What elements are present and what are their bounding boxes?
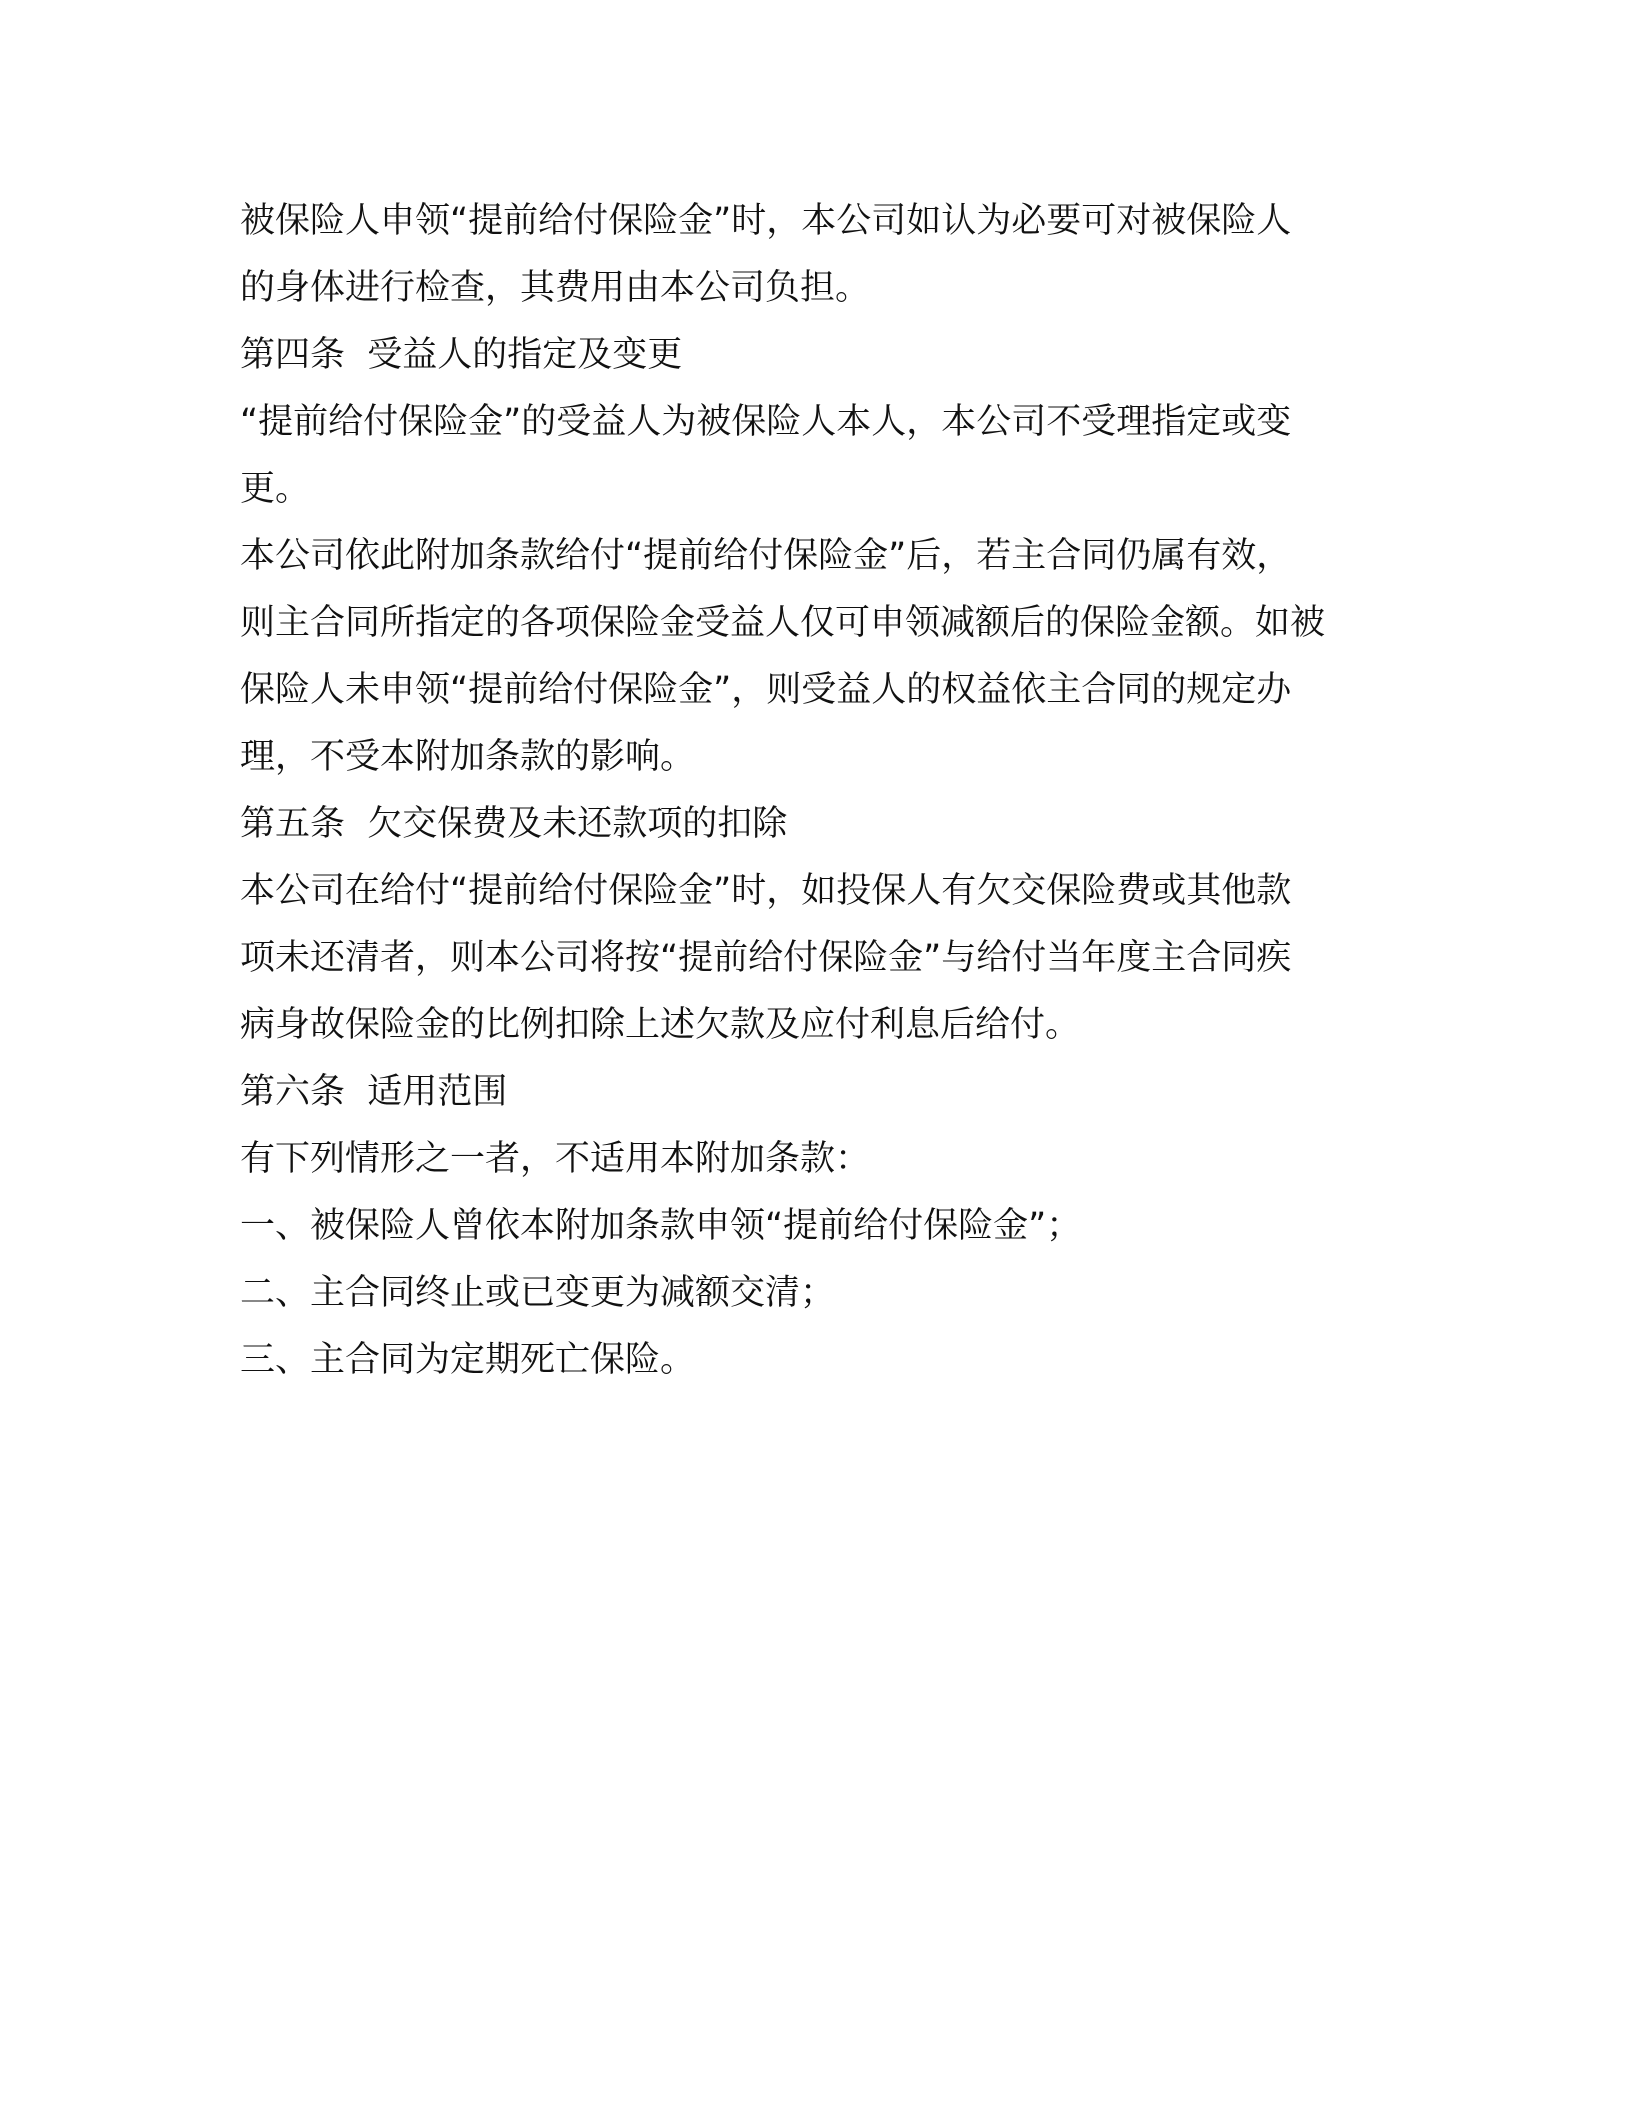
section-heading-article-6: 第六条 适用范围 [240, 1072, 508, 1112]
paragraph-line: 保险人未申领“提前给付保险金”，则受益人的权益依主合同的规定办 [240, 670, 1292, 710]
paragraph-line: 项未还清者，则本公司将按“提前给付保险金”与给付当年度主合同疾 [240, 938, 1292, 978]
list-item-2: 二、主合同终止或已变更为减额交清； [240, 1273, 836, 1313]
document-body [240, 188, 1400, 1394]
paragraph-line: 理，不受本附加条款的影响。 [240, 737, 696, 777]
section-heading-article-4: 第四条 受益人的指定及变更 [240, 335, 683, 375]
list-item-3: 三、主合同为定期死亡保险。 [240, 1340, 696, 1380]
paragraph-line: 的身体进行检查，其费用由本公司负担。 [240, 268, 871, 308]
paragraph-line: 本公司在给付“提前给付保险金”时，如投保人有欠交保险费或其他款 [240, 871, 1292, 911]
section-heading-article-5: 第五条 欠交保费及未还款项的扣除 [240, 804, 788, 844]
list-item-1: 一、被保险人曾依本附加条款申领“提前给付保险金”； [240, 1206, 1082, 1246]
paragraph-line: 则主合同所指定的各项保险金受益人仅可申领减额后的保险金额。如被 [240, 603, 1326, 643]
paragraph-line: 有下列情形之一者，不适用本附加条款： [240, 1139, 871, 1179]
paragraph-line: “提前给付保险金”的受益人为被保险人本人，本公司不受理指定或变 [240, 402, 1292, 442]
paragraph-line: 被保险人申领“提前给付保险金”时，本公司如认为必要可对被保险人 [240, 201, 1292, 241]
paragraph-line: 本公司依此附加条款给付“提前给付保险金”后，若主合同仍属有效， [240, 536, 1292, 576]
paragraph-line: 病身故保险金的比例扣除上述欠款及应付利息后给付。 [240, 1005, 1081, 1045]
paragraph-line: 更。 [240, 469, 311, 509]
